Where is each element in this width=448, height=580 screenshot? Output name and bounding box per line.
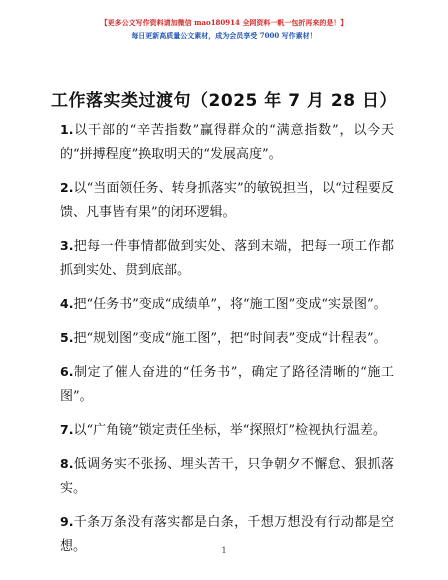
list-item bbox=[60, 176, 394, 225]
list-item bbox=[60, 452, 394, 501]
item-text: 把“规划图”变成“施工图”，把“时间表”变成“计程表”。 bbox=[73, 331, 387, 346]
list-item bbox=[60, 234, 394, 283]
item-text: 以“广角镜”锁定责任坐标，举“探照灯”检视执行温差。 bbox=[73, 423, 387, 438]
promo-banner bbox=[0, 18, 448, 41]
promo-banner-line-2: 每日更新高质量公文素材，成为会员享受 7000 写作素材！ bbox=[131, 31, 317, 40]
list-item bbox=[60, 292, 394, 317]
promo-banner-line-1: 【更多公文写作资料请加微信 mao180914 全网资料一帆一包折再来的是！】 bbox=[100, 18, 348, 27]
list-item bbox=[60, 118, 394, 167]
item-number: 2. bbox=[60, 180, 74, 195]
item-number: 5. bbox=[60, 330, 74, 345]
list-item bbox=[60, 326, 394, 351]
item-number: 8. bbox=[60, 456, 74, 471]
item-number: 1. bbox=[60, 122, 74, 137]
page-number: 1 bbox=[221, 546, 227, 555]
document-title: 工作落实类过渡句（2025 年 7 月 28 日） bbox=[51, 91, 397, 111]
list-item bbox=[60, 418, 394, 443]
item-text: 制定了催人奋进的“任务书”，确定了路径清晰的“施工图”。 bbox=[60, 365, 394, 404]
item-text: 以“当面领任务、转身抓落实”的敏锐担当，以“过程要反馈、凡事皆有果”的闭环逻辑。 bbox=[60, 181, 394, 220]
item-text: 把“任务书”变成“成绩单”，将“施工图”变成“实景图”。 bbox=[73, 297, 387, 312]
item-number: 3. bbox=[60, 238, 74, 253]
list-item bbox=[60, 360, 394, 409]
item-number: 6. bbox=[60, 364, 74, 379]
item-number: 4. bbox=[60, 296, 74, 311]
item-number: 7. bbox=[60, 422, 74, 437]
item-text: 低调务实不张扬、埋头苦干，只争朝夕不懈怠、狠抓落实。 bbox=[60, 457, 394, 496]
item-text: 把每一件事情都做到实处、落到末端，把每一项工作都抓到实处、贯到底部。 bbox=[60, 239, 394, 278]
sentence-list bbox=[60, 118, 394, 568]
item-number: 9. bbox=[60, 514, 74, 529]
item-text: 以干部的“辛苦指数”赢得群众的“满意指数”，以今天的“拼搏程度”换取明天的“发展高度”。 bbox=[60, 123, 394, 162]
item-text: 千条万条没有落实都是白条，千想万想没有行动都是空想。 bbox=[60, 515, 394, 554]
